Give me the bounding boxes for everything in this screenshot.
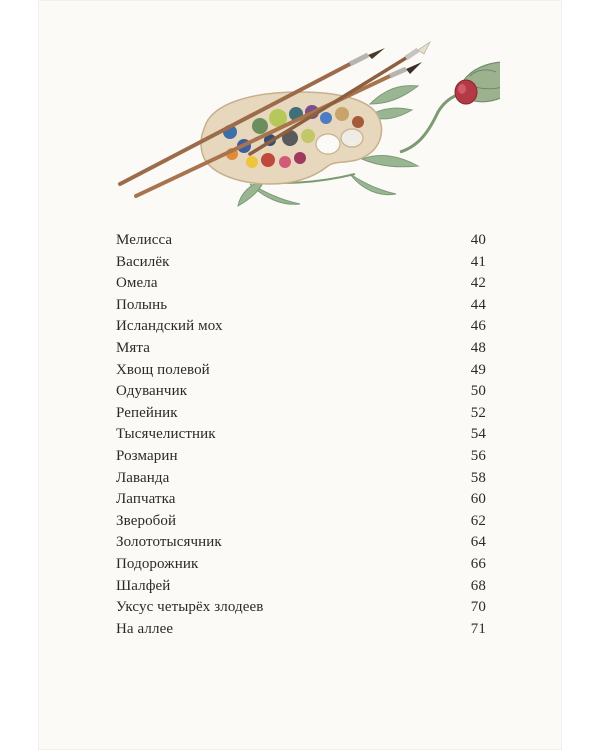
- toc-entry-title: Омела: [116, 275, 158, 292]
- toc-entry-title: Одуванчик: [116, 383, 188, 400]
- toc-entry-title: Хвощ полевой: [116, 361, 210, 378]
- toc-entry-title: Исландский мох: [116, 318, 223, 335]
- toc-entry[interactable]: [116, 275, 486, 297]
- toc-entry-page: 52: [470, 404, 486, 421]
- toc-entry[interactable]: [116, 362, 486, 384]
- toc-entry[interactable]: [116, 426, 486, 448]
- toc-entry-title: Зверобой: [116, 512, 177, 529]
- toc-entry-title: Тысячелистник: [116, 426, 216, 443]
- toc-entry[interactable]: [116, 491, 486, 513]
- toc-entry[interactable]: [116, 340, 486, 362]
- toc-entry[interactable]: [116, 448, 486, 470]
- toc-entry-title: Лапчатка: [116, 491, 176, 508]
- palette-brushes-poppy-icon: [100, 34, 500, 209]
- toc-entry[interactable]: [116, 232, 486, 254]
- toc-entry-page: 50: [470, 383, 486, 400]
- toc-entry-title: Репейник: [116, 404, 178, 421]
- toc-entry[interactable]: [116, 297, 486, 319]
- toc-entry[interactable]: [116, 513, 486, 535]
- toc-entry-title: Подорожник: [116, 555, 199, 572]
- table-of-contents: [116, 232, 486, 642]
- toc-entry-title: Шалфей: [116, 577, 171, 594]
- toc-entry-page: 54: [470, 426, 486, 443]
- toc-entry[interactable]: [116, 405, 486, 427]
- toc-entry-page: 44: [470, 296, 486, 313]
- toc-entry-page: 58: [470, 469, 486, 486]
- toc-entry-page: 60: [470, 491, 486, 508]
- toc-entry[interactable]: [116, 621, 486, 643]
- toc-entry-page: 48: [470, 339, 486, 356]
- toc-entry-page: 41: [470, 253, 486, 270]
- toc-entry-title: Мелисса: [116, 232, 173, 248]
- toc-entry[interactable]: [116, 599, 486, 621]
- toc-entry-page: 70: [470, 599, 486, 616]
- toc-entry[interactable]: [116, 470, 486, 492]
- toc-entry-page: 46: [470, 318, 486, 335]
- toc-entry-title: Василёк: [116, 253, 170, 270]
- toc-entry-title: Полынь: [116, 296, 168, 313]
- toc-entry-title: На аллее: [116, 620, 174, 637]
- palette: [201, 92, 381, 184]
- toc-entry[interactable]: [116, 534, 486, 556]
- toc-entry-page: 66: [470, 555, 486, 572]
- toc-entry-page: 71: [470, 620, 486, 637]
- toc-entry[interactable]: [116, 318, 486, 340]
- toc-entry-title: Золототысячник: [116, 534, 222, 551]
- toc-entry[interactable]: [116, 556, 486, 578]
- toc-entry-page: 42: [470, 275, 486, 292]
- toc-entry-page: 56: [470, 447, 486, 464]
- toc-entry-page: 40: [470, 232, 486, 248]
- toc-entry-title: Уксус четырёх злодеев: [116, 599, 264, 616]
- toc-entry-title: Лаванда: [116, 469, 170, 486]
- toc-entry[interactable]: [116, 383, 486, 405]
- toc-entry-page: 62: [470, 512, 486, 529]
- poppy-bud: [455, 55, 500, 109]
- toc-entry[interactable]: [116, 578, 486, 600]
- toc-entry-page: 68: [470, 577, 486, 594]
- toc-entry-title: Мята: [116, 339, 151, 356]
- toc-entry[interactable]: [116, 254, 486, 276]
- toc-entry-page: 64: [470, 534, 486, 551]
- book-page: [38, 0, 562, 750]
- toc-entry-page: 49: [470, 361, 486, 378]
- toc-entry-title: Розмарин: [116, 447, 178, 464]
